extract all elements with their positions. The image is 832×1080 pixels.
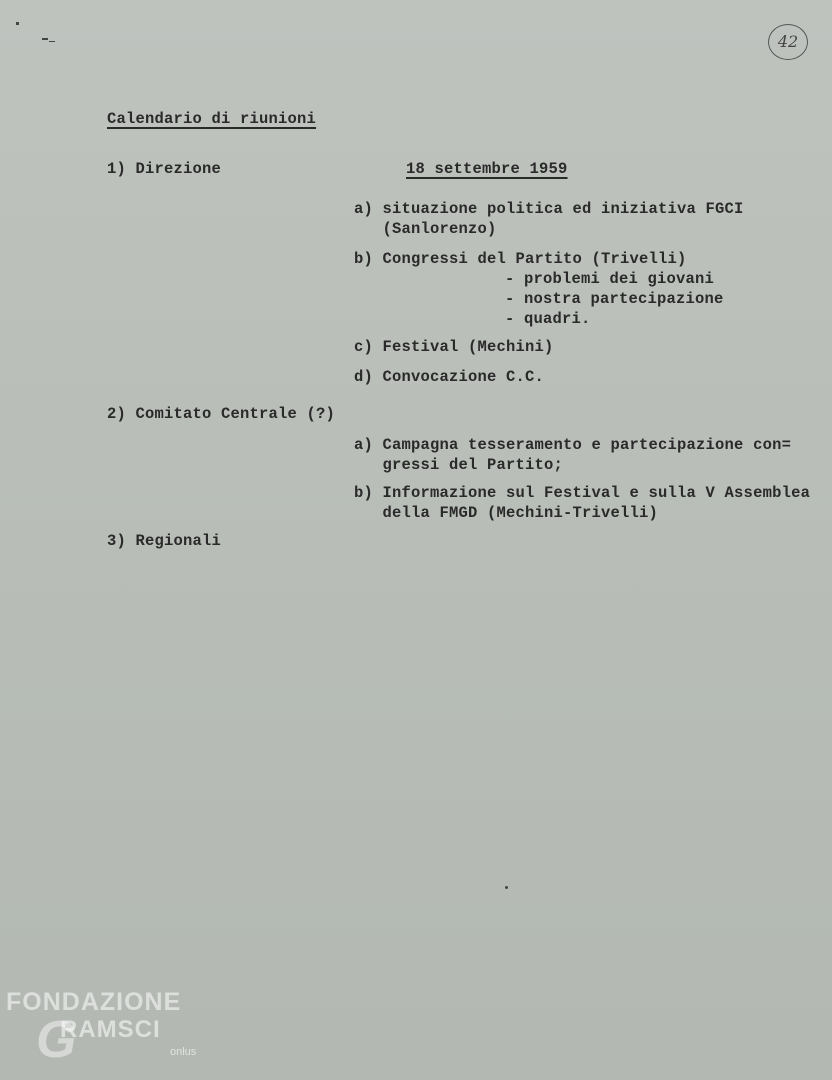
agenda-subitem-line: - quadri.: [505, 310, 591, 328]
agenda-item-line: (Sanlorenzo): [354, 220, 497, 238]
agenda-item-line: b) Informazione sul Festival e sulla V Assemblea: [354, 484, 811, 502]
corner-mark: [49, 41, 55, 42]
agenda-item-line: gressi del Partito;: [354, 456, 564, 474]
corner-mark: [16, 22, 19, 25]
meeting-date: 18 settembre 1959: [406, 160, 568, 178]
agenda-subitem-line: - nostra partecipazione: [505, 290, 724, 308]
agenda-item-line: a) Campagna tesseramento e partecipazione con=: [354, 436, 792, 454]
watermark-line1: FONDAZIONE: [6, 988, 182, 1016]
agenda-item-line: della FMGD (Mechini-Trivelli): [354, 504, 659, 522]
agenda-item-line: b) Congressi del Partito (Trivelli): [354, 250, 687, 268]
agenda-subitem-line: - problemi dei giovani: [505, 270, 715, 288]
speck: [505, 886, 508, 889]
agenda-item-line: a) situazione politica ed iniziativa FGCI: [354, 200, 744, 218]
watermark-suffix: onlus: [170, 1046, 197, 1058]
agenda-item-line: d) Convocazione C.C.: [354, 368, 545, 386]
corner-mark: [42, 38, 48, 40]
section-label: 1) Direzione: [107, 160, 222, 178]
watermark-line2: RAMSCI: [60, 1016, 161, 1043]
watermark-initial: G: [36, 1011, 77, 1069]
page-number: 42: [768, 24, 808, 60]
section-label: 2) Comitato Centrale (?): [107, 405, 336, 423]
document-title: Calendario di riunioni: [107, 110, 317, 128]
agenda-item-line: c) Festival (Mechini): [354, 338, 554, 356]
section-label: 3) Regionali: [107, 532, 222, 550]
